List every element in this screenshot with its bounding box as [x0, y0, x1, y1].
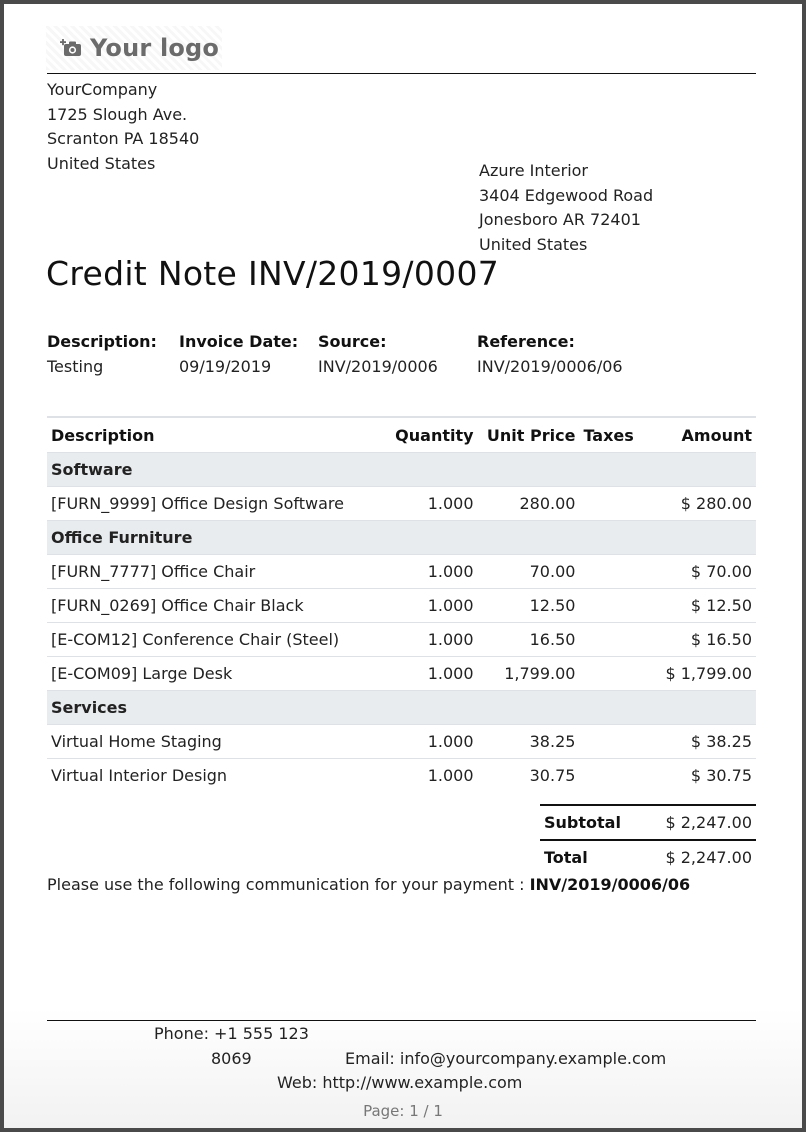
table-row [47, 487, 756, 521]
line-quantity: 1.000 [391, 623, 477, 657]
line-taxes [579, 623, 651, 657]
line-quantity: 1.000 [391, 589, 477, 623]
section-row [47, 453, 756, 487]
line-description: [E-COM09] Large Desk [47, 657, 391, 691]
line-description: [E-COM12] Conference Chair (Steel) [47, 623, 391, 657]
totals-table [540, 804, 756, 874]
footer-website: Web: http://www.example.com [277, 1073, 523, 1092]
company-city: Scranton PA 18540 [47, 129, 200, 148]
column-header-quantity: Quantity [391, 417, 477, 453]
company-address [47, 78, 199, 176]
line-taxes [579, 589, 651, 623]
line-unit-price: 1,799.00 [478, 657, 580, 691]
table-row [47, 555, 756, 589]
total-value: $ 2,247.00 [642, 840, 756, 874]
info-description-label: Description: [47, 332, 157, 351]
table-row [47, 657, 756, 691]
line-amount: $ 280.00 [651, 487, 756, 521]
info-reference-value: INV/2019/0006/06 [477, 356, 623, 376]
table-row [47, 589, 756, 623]
invoice-lines-table [47, 416, 756, 792]
company-name: YourCompany [47, 80, 158, 99]
line-description: [FURN_0269] Office Chair Black [47, 589, 391, 623]
line-quantity: 1.000 [427, 766, 474, 785]
subtotal-value: $ 2,247.00 [642, 805, 756, 840]
line-taxes [579, 487, 651, 521]
info-source [318, 330, 438, 379]
customer-address [479, 159, 653, 257]
company-logo [46, 26, 222, 70]
line-amount: $ 1,799.00 [651, 657, 756, 691]
customer-name: Azure Interior [479, 161, 589, 180]
line-taxes [579, 555, 651, 589]
page-number: Page: 1 / 1 [363, 1102, 443, 1120]
section-name: Software [47, 453, 756, 487]
section-name: Services [47, 691, 756, 725]
line-description: Virtual Home Staging [47, 725, 391, 759]
info-reference-label: Reference: [477, 332, 575, 351]
camera-plus-icon [60, 38, 82, 58]
line-amount: $ 30.75 [690, 766, 752, 785]
line-description: Virtual Interior Design [51, 766, 228, 785]
company-street: 1725 Slough Ave. [47, 104, 188, 124]
payment-text: Please use the following communication for your payment : [47, 875, 530, 894]
line-description: [FURN_7777] Office Chair [47, 555, 391, 589]
info-description [47, 330, 157, 379]
line-quantity: 1.000 [391, 725, 477, 759]
table-row [47, 725, 756, 759]
line-unit-price: 30.75 [529, 766, 576, 785]
table-header-row [47, 417, 756, 453]
table-row [47, 759, 756, 793]
line-quantity: 1.000 [391, 487, 477, 521]
line-quantity: 1.000 [391, 657, 477, 691]
info-reference [477, 330, 623, 379]
total-row [540, 840, 756, 874]
line-description: [FURN_9999] Office Design Software [47, 487, 391, 521]
info-source-label: Source: [318, 332, 387, 351]
invoice-page [4, 4, 802, 1128]
info-description-value: Testing [47, 356, 104, 376]
info-invoice-date-value: 09/19/2019 [179, 356, 272, 376]
section-row [47, 521, 756, 555]
line-taxes [579, 725, 651, 759]
header-divider [47, 73, 756, 74]
line-quantity: 1.000 [391, 555, 477, 589]
footer-phone-line1: Phone: +1 555 123 [154, 1024, 309, 1043]
footer-phone-line2: 8069 [211, 1049, 252, 1068]
column-header-unit-price: Unit Price [478, 417, 580, 453]
line-unit-price: 280.00 [478, 487, 580, 521]
logo-text: Your logo [90, 34, 220, 62]
customer-city: Jonesboro AR 72401 [479, 210, 641, 229]
line-unit-price: 16.50 [478, 623, 580, 657]
line-unit-price: 12.50 [478, 589, 580, 623]
company-country: United States [47, 153, 156, 173]
column-header-amount: Amount [651, 417, 756, 453]
info-invoice-date [179, 330, 298, 379]
section-name: Office Furniture [47, 521, 756, 555]
footer-divider [47, 1020, 756, 1021]
info-invoice-date-label: Invoice Date: [179, 332, 299, 351]
line-unit-price: 38.25 [478, 725, 580, 759]
customer-country: United States [479, 234, 588, 254]
line-taxes [579, 657, 651, 691]
column-header-taxes: Taxes [579, 417, 651, 453]
line-amount: $ 16.50 [651, 623, 756, 657]
line-unit-price: 70.00 [478, 555, 580, 589]
info-source-value: INV/2019/0006 [318, 356, 438, 376]
footer-email: Email: info@yourcompany.example.com [345, 1049, 667, 1068]
subtotal-row [540, 805, 756, 840]
customer-street: 3404 Edgewood Road [479, 185, 654, 205]
line-taxes [579, 759, 651, 793]
column-header-description: Description [47, 417, 391, 453]
table-row [47, 623, 756, 657]
document-title: Credit Note INV/2019/0007 [46, 254, 500, 293]
total-label: Total [540, 840, 642, 874]
section-row [47, 691, 756, 725]
line-amount: $ 38.25 [651, 725, 756, 759]
subtotal-label: Subtotal [540, 805, 642, 840]
payment-reference: INV/2019/0006/06 [529, 875, 691, 894]
line-amount: $ 12.50 [651, 589, 756, 623]
line-amount: $ 70.00 [651, 555, 756, 589]
payment-communication [47, 875, 690, 894]
